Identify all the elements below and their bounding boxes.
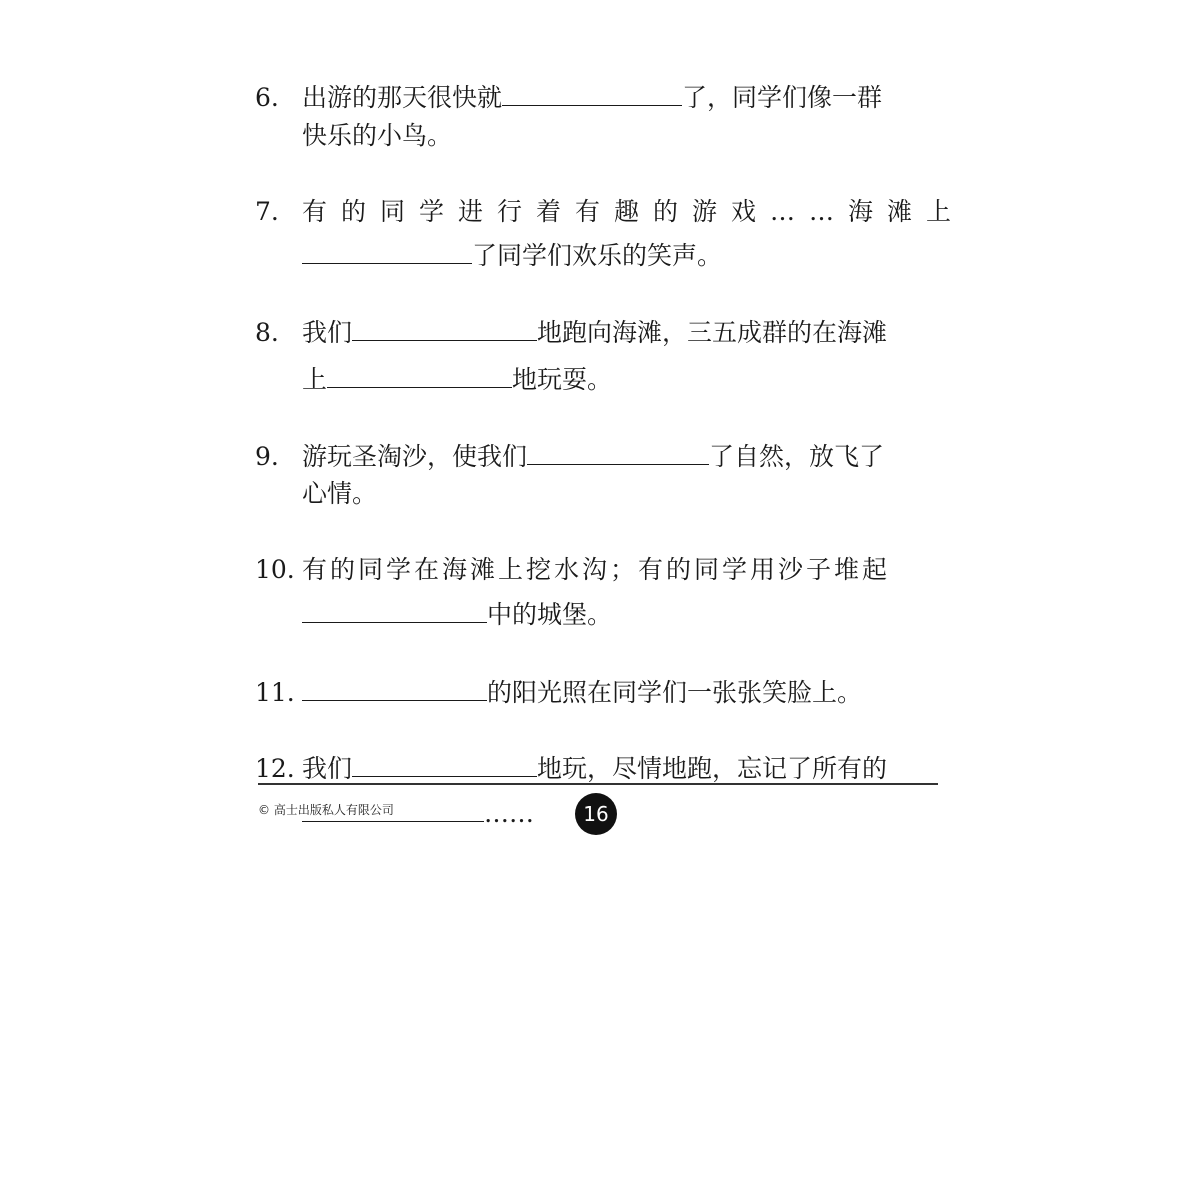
- answer-blank[interactable]: [352, 750, 537, 777]
- question-text: 地跑向海滩，三五成群的在海滩: [537, 318, 888, 347]
- question-7-line-2: [302, 236, 722, 276]
- question-10-line-1: [255, 550, 890, 590]
- question-7-line-1: [255, 192, 965, 232]
- question-number: 7.: [255, 197, 279, 226]
- question-6-line-1: [255, 78, 882, 118]
- question-text: 有的同学进行着有趣的游戏……海滩上: [302, 197, 966, 226]
- question-9-line-1: [255, 437, 884, 477]
- question-9-line-2: [302, 474, 377, 514]
- question-text: 地玩，尽情地跑，忘记了所有的: [537, 754, 888, 783]
- question-text: ……: [484, 799, 534, 828]
- question-text: 上: [302, 365, 328, 394]
- answer-blank[interactable]: [527, 438, 709, 465]
- page-number-badge: 16: [575, 793, 617, 835]
- answer-blank[interactable]: [327, 361, 512, 388]
- question-8-line-1: [255, 313, 887, 353]
- question-text: 了，同学们像一群: [682, 83, 883, 112]
- question-8-line-2: [302, 360, 612, 400]
- footer-divider: [258, 783, 938, 785]
- question-number: 12.: [255, 754, 295, 783]
- question-text: 我们: [302, 754, 353, 783]
- question-11-line-1: [255, 673, 862, 713]
- question-text: 快乐的小鸟。: [302, 121, 453, 150]
- question-text: 的阳光照在同学们一张张笑脸上。: [487, 678, 863, 707]
- question-text: 游玩圣淘沙，使我们: [302, 442, 528, 471]
- answer-blank[interactable]: [302, 674, 487, 701]
- copyright-text: © 高士出版私人有限公司: [258, 803, 394, 817]
- question-text: 有的同学在海滩上挖水沟；有的同学用沙子堆起: [302, 555, 891, 584]
- question-text: 了自然，放飞了: [709, 442, 885, 471]
- question-6-line-2: [302, 116, 452, 156]
- question-number: 9.: [255, 442, 279, 471]
- question-number: 10.: [255, 555, 295, 584]
- answer-blank[interactable]: [352, 314, 537, 341]
- question-number: 6.: [255, 83, 279, 112]
- question-number: 8.: [255, 318, 279, 347]
- question-number: 11.: [255, 678, 295, 707]
- question-text: 我们: [302, 318, 353, 347]
- question-text: 出游的那天很快就: [302, 83, 503, 112]
- answer-blank[interactable]: [302, 596, 487, 623]
- answer-blank[interactable]: [302, 237, 472, 264]
- question-10-line-2: [302, 595, 612, 635]
- question-text: 中的城堡。: [487, 600, 613, 629]
- answer-blank[interactable]: [502, 79, 682, 106]
- question-text: 心情。: [302, 479, 378, 508]
- question-text: 了同学们欢乐的笑声。: [472, 241, 723, 270]
- question-text: 地玩耍。: [512, 365, 613, 394]
